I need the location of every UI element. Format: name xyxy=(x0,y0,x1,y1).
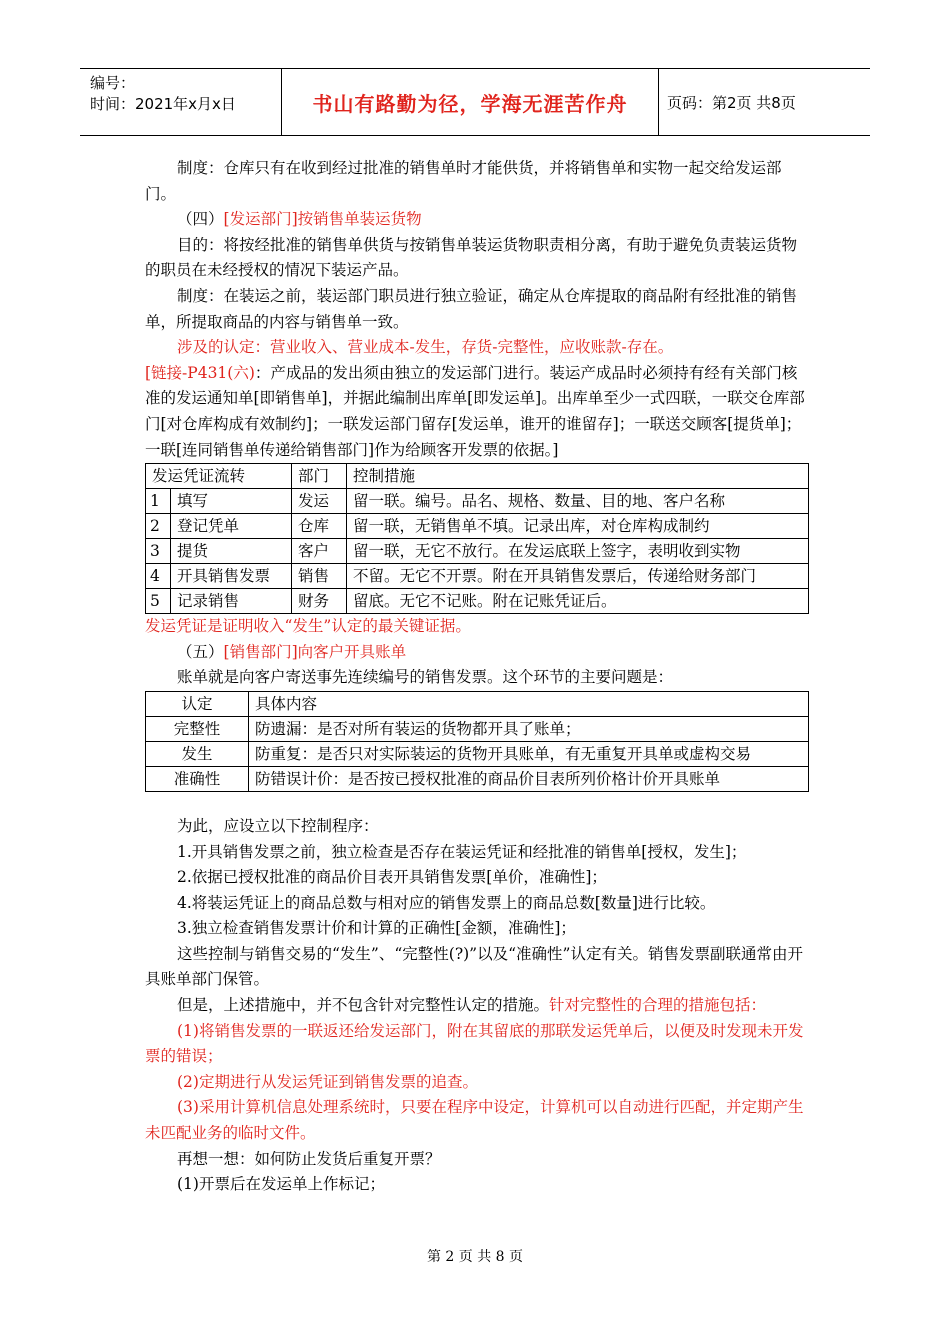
row-measure: 留底。无它不记账。附在记账凭证后。 xyxy=(347,589,809,614)
row-step: 提货 xyxy=(171,539,292,564)
heading-title: [发运部门]按销售单装运货物 xyxy=(223,210,422,229)
table-row xyxy=(146,489,809,514)
header-page-info: 页码：第2页 共8页 xyxy=(667,93,796,112)
row-number: 2 xyxy=(146,514,171,539)
table-header-cell: 认定 xyxy=(146,691,249,716)
paragraph-text: 但是，上述措施中，并不包含针对完整性认定的措施。 xyxy=(177,996,550,1015)
row-dept: 销售 xyxy=(292,564,347,589)
list-item: (1)开票后在发运单上作标记； xyxy=(177,1175,385,1194)
heading-prefix: （五） xyxy=(177,642,224,661)
list-item: 3.独立检查销售发票计价和计算的正确性[金额，准确性]； xyxy=(177,919,576,938)
row-measure: 不留。无它不开票。附在开具销售发票后，传递给财务部门 xyxy=(347,564,809,589)
row-assertion: 准确性 xyxy=(146,766,249,791)
assertion-note: 涉及的认定：营业收入、营业成本-发生，存货-完整性，应收账款-存在。 xyxy=(177,338,674,357)
list-item: 4.将装运凭证上的商品总数与相对应的销售发票上的商品总数[数量]进行比较。 xyxy=(177,893,716,912)
table-header-cell: 具体内容 xyxy=(249,691,809,716)
list-item: 1.开具销售发票之前，独立检查是否存在装运凭证和经批准的销售单[授权，发生]； xyxy=(177,842,747,861)
row-number: 5 xyxy=(146,589,171,614)
list-item: 2.依据已授权批准的商品价目表开具销售发票[单价，准确性]； xyxy=(177,868,607,887)
header-motto: 书山有路勤为径，学海无涯苦作舟 xyxy=(282,69,659,135)
row-number: 1 xyxy=(146,489,171,514)
row-measure: 留一联，无它不放行。在发运底联上签字，表明收到实物 xyxy=(347,539,809,564)
link-reference: [链接-P431(六) xyxy=(145,363,255,382)
paragraph: 再想一想：如何防止发货后重复开票？ xyxy=(177,1149,441,1168)
row-content: 防遗漏：是否对所有装运的货物都开具了账单； xyxy=(249,716,809,741)
section-heading-4 xyxy=(145,207,809,233)
paragraph: 制度：仓库只有在收到经过批准的销售单时才能供货，并将销售单和实物一起交给发运部门。 xyxy=(145,159,782,203)
paragraph: 这些控制与销售交易的“发生”、“完整性(?)”以及“准确性”认定有关。销售发票副联通常由开具账单部门保管。 xyxy=(145,944,803,989)
table-header-row xyxy=(146,691,809,716)
page-header xyxy=(80,68,870,136)
row-content: 防重复：是否只对实际装运的货物开具账单，有无重复开具单或虚构交易 xyxy=(249,741,809,766)
section-heading-5 xyxy=(145,640,809,666)
assertion-table xyxy=(145,691,809,792)
link-paragraph xyxy=(145,361,809,463)
row-assertion: 发生 xyxy=(146,741,249,766)
table-row xyxy=(146,539,809,564)
paragraph: 制度：在装运之前，装运部门职员进行独立验证，确定从仓库提取的商品附有经批准的销售单，所提取商品的内容与销售单一致。 xyxy=(145,286,798,331)
row-step: 填写 xyxy=(171,489,292,514)
row-dept: 客户 xyxy=(292,539,347,564)
table-row xyxy=(146,716,809,741)
number-label: 编号： xyxy=(90,74,136,92)
row-dept: 财务 xyxy=(292,589,347,614)
paragraph-highlight: 针对完整性的合理的措施包括： xyxy=(549,996,767,1015)
table-header-row xyxy=(146,464,809,489)
row-measure: 留一联，无销售单不填。记录出库，对仓库构成制约 xyxy=(347,514,809,539)
table-row xyxy=(146,766,809,791)
row-dept: 发运 xyxy=(292,489,347,514)
paragraph: 账单就是向客户寄送事先连续编号的销售发票。这个环节的主要问题是： xyxy=(177,668,674,687)
row-number: 3 xyxy=(146,539,171,564)
paragraph: 为此，应设立以下控制程序： xyxy=(177,816,379,835)
list-item: (3)采用计算机信息处理系统时，只要在程序中设定，计算机可以自动进行匹配，并定期产生未匹配业务的临时文件。 xyxy=(145,1098,804,1143)
row-number: 4 xyxy=(146,564,171,589)
heading-title: [销售部门]向客户开具账单 xyxy=(223,642,407,661)
key-evidence-note: 发运凭证是证明收入“发生”认定的最关键证据。 xyxy=(145,617,471,636)
row-step: 开具销售发票 xyxy=(171,564,292,589)
table-row xyxy=(146,514,809,539)
table-row xyxy=(146,741,809,766)
paragraph xyxy=(145,993,809,1019)
table-header-cell: 发运凭证流转 xyxy=(146,464,292,489)
heading-prefix: （四） xyxy=(177,210,224,229)
document-body xyxy=(145,156,809,1198)
row-step: 记录销售 xyxy=(171,589,292,614)
row-dept: 仓库 xyxy=(292,514,347,539)
header-meta xyxy=(80,69,282,135)
shipping-document-table xyxy=(145,463,809,614)
list-item: (1)将销售发票的一联返还给发运部门，附在其留底的那联发运凭单后，以便及时发现未开发票的错误； xyxy=(145,1021,804,1066)
list-item: (2)定期进行从发运凭证到销售发票的追查。 xyxy=(177,1072,478,1091)
table-row xyxy=(146,564,809,589)
link-text: ：产成品的发出须由独立的发运部门进行。装运产成品时必须持有经有关部门核准的发运通知单[即销售单]，并据此编制出库单[即发运单]。出库单至少一式四联，一联交仓库部门[对仓库构成有效制约]；一联发运部门留存[发运单，谁开的谁留存]；一联送交顾客[提货单]；一联[连同销售单传递给销售部门]作为给顾客开发票的依据。] xyxy=(145,363,805,459)
table-header-cell: 部门 xyxy=(292,464,347,489)
page-footer: 第 2 页 共 8 页 xyxy=(426,1249,524,1265)
row-content: 防错误计价：是否按已授权批准的商品价目表所列价格计价开具账单 xyxy=(249,766,809,791)
spacer xyxy=(145,792,809,814)
time-label: 时间：2021年x月x日 xyxy=(90,95,236,113)
row-step: 登记凭单 xyxy=(171,514,292,539)
paragraph: 目的：将按经批准的销售单供货与按销售单装运货物职责相分离，有助于避免负责装运货物的职员在未经授权的情况下装运产品。 xyxy=(145,235,798,280)
table-header-cell: 控制措施 xyxy=(347,464,809,489)
row-measure: 留一联。编号。品名、规格、数量、目的地、客户名称 xyxy=(347,489,809,514)
table-row xyxy=(146,589,809,614)
row-assertion: 完整性 xyxy=(146,716,249,741)
